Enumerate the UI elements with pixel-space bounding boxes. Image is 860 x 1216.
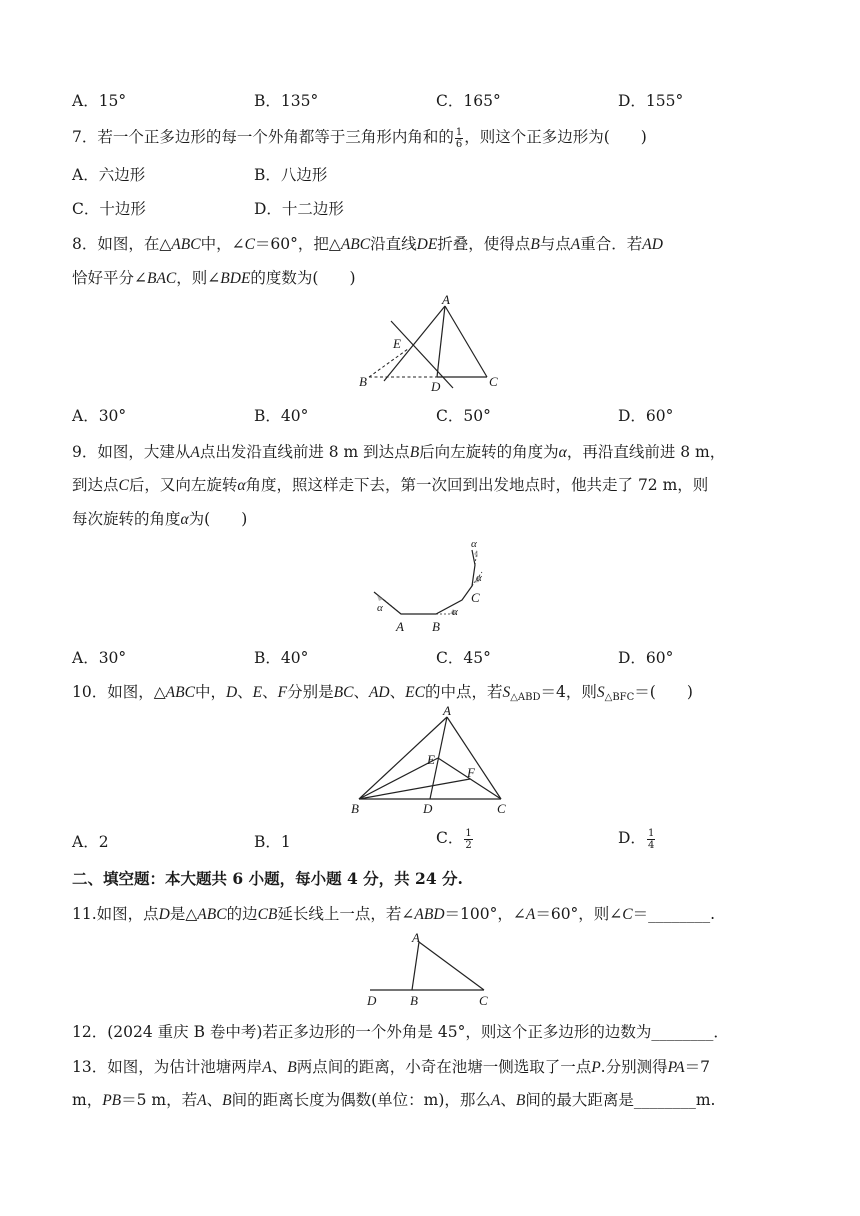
- q9-label-alpha-2: α: [452, 606, 458, 618]
- q11-stem: 11.如图，点D是△ABC的边CB延长线上一点，若∠ABD＝100°，∠A＝60°，则∠C＝________.: [72, 905, 716, 923]
- q9-label-alpha-1: α: [377, 602, 383, 614]
- q9-option-a: A．30°: [72, 649, 127, 667]
- q9-label-alpha-4: α: [471, 538, 477, 550]
- q9-label-alpha-3: α: [476, 572, 482, 584]
- q13-stem-line1: 13．如图，为估计池塘两岸A、B两点间的距离，小奇在池塘一侧选取了一点P.分别测得PA＝7: [72, 1058, 710, 1076]
- q6-option-b: B．135°: [254, 92, 319, 110]
- q10-label-a: A: [443, 703, 451, 718]
- q10-stem: 10．如图，△ABC中，D、E、F分别是BC、AD、EC的中点，若$S_{\triangle ABD}=4$，则$S_{\triangle BFC}=$( ): [72, 683, 693, 703]
- q10-label-c: C: [497, 801, 506, 816]
- q8-label-d: D: [431, 379, 441, 394]
- q9-label-c: C: [471, 590, 480, 605]
- q7-option-a: A．六边形: [72, 166, 146, 184]
- section-title-fill-in: 二、填空题：本大题共 6 小题，每小题 4 分，共 24 分.: [72, 869, 463, 888]
- q6-option-a: A．15°: [72, 92, 127, 110]
- q8-label-a: A: [442, 292, 450, 307]
- q10-label-e: E: [427, 752, 435, 767]
- q11-figure: [362, 928, 502, 1008]
- q7-option-d: D．十二边形: [254, 200, 344, 218]
- q10-option-d: D． $\frac{1}{4}$: [618, 827, 655, 851]
- q8-dashed-be: [369, 349, 408, 377]
- q7-stem: [72, 125, 647, 150]
- q7-option-c: C．十边形: [72, 200, 146, 218]
- q10-label-f: F: [467, 765, 475, 780]
- q13-stem-line2: m，PB＝5 m，若A、B间的距离长度为偶数(单位：m)，那么A、B间的最大距离是________m.: [72, 1091, 716, 1109]
- q9-option-d: D．60°: [618, 649, 674, 667]
- q10-figure: [345, 705, 515, 815]
- q8-label-e: E: [393, 336, 401, 351]
- q11-label-d: D: [367, 993, 377, 1008]
- q10-segment-bf: [359, 779, 470, 799]
- q8-segment-ad: [437, 306, 445, 377]
- q9-label-b: B: [432, 619, 440, 634]
- q8-option-b: B．40°: [254, 407, 309, 425]
- q7-text: 7．若一个正多边形的每一个外角都等于三角形内角和的: [72, 128, 454, 146]
- q8-figure: [355, 293, 515, 393]
- q10-label-b: B: [351, 801, 359, 816]
- q6-option-d: D．155°: [618, 92, 684, 110]
- q10-option-a: A．2: [72, 833, 109, 851]
- q9-stem-line1: 9．如图，大建从A点出发沿直线前进 8 m 到达点B后向左旋转的角度为α，再沿直线前进 8 m，: [72, 443, 726, 461]
- q6-option-c: C．165°: [436, 92, 501, 110]
- q8-option-a: A．30°: [72, 407, 127, 425]
- q10-option-c: C． $\frac{1}{2}$: [436, 827, 472, 851]
- q11-label-c: C: [479, 993, 488, 1008]
- q8-option-c: C．50°: [436, 407, 491, 425]
- q11-side-ab: [412, 942, 419, 990]
- q8-label-c: C: [489, 374, 498, 389]
- q8-stem-line1: 8．如图，在△ABC中，∠C＝60°，把△ABC沿直线DE折叠，使得点B与点A重合．若AD: [72, 235, 663, 253]
- q9-stem-line3: 每次旋转的角度α为( ): [72, 510, 248, 528]
- q9-walking-path: [374, 550, 475, 614]
- q9-option-c: C．45°: [436, 649, 491, 667]
- q11-side-ac: [419, 942, 484, 990]
- q9-figure: [365, 535, 505, 635]
- q8-option-d: D．60°: [618, 407, 674, 425]
- q8-side-ac: [445, 306, 487, 377]
- q8-label-b: B: [359, 374, 367, 389]
- q7-fraction: $\frac{1}{6}$: [455, 126, 463, 150]
- q10-label-d: D: [423, 801, 433, 816]
- q11-label-b: B: [410, 993, 418, 1008]
- q12-stem: 12．(2024 重庆 B 卷中考)若正多边形的一个外角是 45°，则这个正多边形的边数为________．: [72, 1023, 729, 1041]
- q10-option-b: B．1: [254, 833, 291, 851]
- q9-stem-line2: 到达点C后，又向左旋转α角度，照这样走下去，第一次回到出发地点时，他共走了 72 m，则: [72, 476, 709, 494]
- q7-text-end: ，则这个正多边形为( ): [464, 128, 647, 146]
- q10-side-ac: [447, 717, 501, 799]
- q11-label-a: A: [412, 930, 420, 945]
- q7-option-b: B．八边形: [254, 166, 328, 184]
- q8-stem-line2: 恰好平分∠BAC，则∠BDE的度数为( ): [72, 269, 356, 287]
- q9-option-b: B．40°: [254, 649, 309, 667]
- q9-label-a: A: [396, 619, 404, 634]
